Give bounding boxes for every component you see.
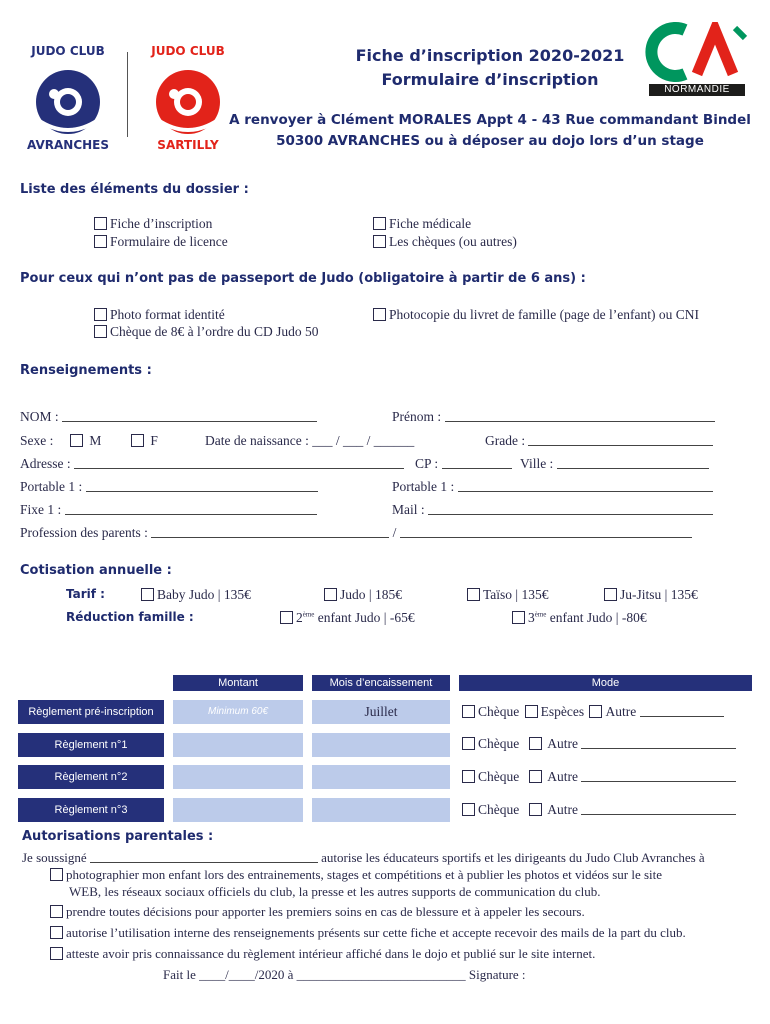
checkbox-box[interactable] <box>50 947 63 960</box>
column-header-mode: Mode <box>459 675 752 691</box>
mois-input-reglement-3[interactable] <box>312 798 450 822</box>
reduction-2-text: enfant Judo | -65€ <box>314 610 415 625</box>
profession-field[interactable] <box>20 525 692 541</box>
mois-input-reglement-1[interactable] <box>312 733 450 757</box>
portable-1-field[interactable] <box>20 479 318 495</box>
checkbox-reduction-2e[interactable] <box>280 610 415 626</box>
autre-label: Autre <box>547 736 579 751</box>
reduction-3-sup: ème <box>534 610 547 619</box>
mail-label: Mail : <box>392 502 425 517</box>
autre-label: Autre <box>547 769 579 784</box>
logo-judo-club-avranches <box>18 40 118 160</box>
checkbox-label: Chèque de 8€ à l’ordre du CD Judo 50 <box>110 324 319 339</box>
autorisation-photos-text: photographier mon enfant lors des entrainements, stages et compétitions et à publier les photos et vidéos sur le site <box>66 867 663 882</box>
cotisation-heading: Cotisation annuelle : <box>20 563 172 578</box>
checkbox-sexe-m[interactable] <box>70 433 101 449</box>
autorise-text: autorise les éducateurs sportifs et les dirigeants du Judo Club Avranches à <box>321 850 705 865</box>
tarif-label: Tarif : <box>66 587 105 601</box>
checkbox-box[interactable] <box>512 611 525 624</box>
fixe-label: Fixe 1 : <box>20 502 62 517</box>
checkbox-label: Fiche médicale <box>389 216 472 231</box>
prenom-label: Prénom : <box>392 409 442 424</box>
checkbox-box[interactable] <box>94 235 107 248</box>
grade-field[interactable] <box>485 433 713 449</box>
checkbox-livret-famille[interactable] <box>373 307 699 323</box>
sexe-label: Sexe : <box>20 433 54 448</box>
checkbox-ju-jitsu[interactable] <box>604 587 698 603</box>
autorisation-reglement-text: atteste avoir pris connaissance du règlement intérieur affiché dans le dojo et publié sur le site internet. <box>66 946 596 961</box>
checkbox-label: Fiche d’inscription <box>110 216 213 231</box>
mode-reglement-2 <box>462 769 736 785</box>
soussigne-name-line[interactable] <box>90 850 318 863</box>
logo-avranches-bottom-text: AVRANCHES <box>26 138 110 152</box>
checkbox-cheque[interactable] <box>462 803 475 816</box>
autre-label: Autre <box>605 704 637 719</box>
checkbox-autre[interactable] <box>529 803 542 816</box>
checkbox-formulaire-licence[interactable] <box>94 234 228 250</box>
checkbox-box[interactable] <box>50 926 63 939</box>
checkbox-label: Judo | 185€ <box>340 587 402 602</box>
mail-input-line[interactable] <box>428 502 713 515</box>
ville-field[interactable] <box>520 456 709 472</box>
montant-input-reglement-2[interactable] <box>173 765 303 789</box>
checkbox-baby-judo[interactable] <box>141 587 251 603</box>
passeport-heading: Pour ceux qui n’ont pas de passeport de Judo (obligatoire à partir de 6 ans) : <box>20 271 586 286</box>
cp-label: CP : <box>415 456 439 471</box>
autre-input-line[interactable] <box>581 769 736 782</box>
checkbox-autorisation-reglement[interactable] <box>50 946 595 962</box>
checkbox-box[interactable] <box>141 588 154 601</box>
checkbox-box[interactable] <box>373 308 386 321</box>
autorisations-heading: Autorisations parentales : <box>22 829 214 844</box>
checkbox-box[interactable] <box>131 434 144 447</box>
autorisation-photos-continued: WEB, les réseaux sociaux officiels du club, la presse et les autres supports de communication du club. <box>69 884 601 899</box>
fixe-input-line[interactable] <box>65 502 317 515</box>
checkbox-label: Formulaire de licence <box>110 234 228 249</box>
reduction-label: Réduction famille : <box>66 610 194 624</box>
checkbox-box[interactable] <box>50 905 63 918</box>
signature-line[interactable]: Fait le ____/____/2020 à __________________________ Signature : <box>163 967 526 982</box>
checkbox-box[interactable] <box>324 588 337 601</box>
checkbox-especes[interactable] <box>525 705 538 718</box>
checkbox-label: M <box>89 433 102 448</box>
logo-avranches-top-text: JUDO CLUB <box>31 44 105 58</box>
profession-input-line-1[interactable] <box>151 525 389 538</box>
checkbox-box[interactable] <box>70 434 83 447</box>
checkbox-box[interactable] <box>604 588 617 601</box>
checkbox-cheque-8[interactable] <box>94 324 318 340</box>
cheque-label: Chèque <box>478 769 520 784</box>
checkbox-autorisation-mails[interactable] <box>50 925 686 941</box>
cheque-label: Chèque <box>478 704 520 719</box>
bank-region-label: NORMANDIE <box>649 84 745 96</box>
portable-2-label: Portable 1 : <box>392 479 455 494</box>
checkbox-reduction-3e[interactable] <box>512 610 647 626</box>
mois-input-pre-inscription[interactable]: Juillet <box>312 700 450 724</box>
autorisation-soins-text: prendre toutes décisions pour apporter les premiers soins en cas de blessure et à appeler les secours. <box>66 904 585 919</box>
checkbox-label: Les chèques (ou autres) <box>389 234 517 249</box>
cp-field[interactable] <box>415 456 512 472</box>
cp-input-line[interactable] <box>442 456 512 469</box>
mail-field[interactable] <box>392 502 713 518</box>
montant-input-reglement-3[interactable] <box>173 798 303 822</box>
nom-input-line[interactable] <box>62 409 317 422</box>
checkbox-label: F <box>150 433 158 448</box>
return-address-line2: 50300 AVRANCHES ou à déposer au dojo lors d’un stage <box>276 133 704 149</box>
form-subtitle: Formulaire d’inscription <box>381 70 599 89</box>
montant-input-reglement-1[interactable] <box>173 733 303 757</box>
row-label-reglement-1: Règlement n°1 <box>18 733 164 757</box>
autorisation-mails-text: autorise l’utilisation interne des renseignements présents sur cette fiche et accepte recevoir des mails de la part du club. <box>66 925 686 940</box>
adresse-label: Adresse : <box>20 456 71 471</box>
checkbox-label: Ju-Jitsu | 135€ <box>620 587 698 602</box>
checkbox-box[interactable] <box>94 325 107 338</box>
checkbox-box[interactable] <box>467 588 480 601</box>
autorisation-intro <box>22 850 705 866</box>
cheque-label: Chèque <box>478 802 520 817</box>
checkbox-label: Photocopie du livret de famille (page de l’enfant) ou CNI <box>389 307 700 322</box>
column-header-mois: Mois d’encaissement <box>312 675 450 691</box>
grade-input-line[interactable] <box>528 433 713 446</box>
sexe-field <box>20 433 53 449</box>
nom-label: NOM : <box>20 409 59 424</box>
logo-sartilly-bottom-text: SARTILLY <box>157 138 219 152</box>
checkbox-box[interactable] <box>50 868 63 881</box>
form-title: Fiche d’inscription 2020-2021 <box>355 46 625 65</box>
autre-input-line[interactable] <box>640 704 724 717</box>
reduction-3-num: 3 <box>528 610 535 625</box>
nom-field[interactable] <box>20 409 317 425</box>
cheque-label: Chèque <box>478 736 520 751</box>
profession-label: Profession des parents : <box>20 525 148 540</box>
checkbox-photo-identite[interactable] <box>94 307 225 323</box>
checkbox-cheques[interactable] <box>373 234 517 250</box>
profession-input-line-2[interactable] <box>400 525 692 538</box>
mode-reglement-1 <box>462 736 736 752</box>
je-soussigne-label: Je soussigné <box>22 850 87 865</box>
mode-pre-inscription <box>462 704 724 720</box>
reduction-2-num: 2 <box>296 610 303 625</box>
especes-label: Espèces <box>540 704 585 719</box>
reduction-3-text: enfant Judo | -80€ <box>546 610 647 625</box>
checkbox-autorisation-soins[interactable] <box>50 904 585 920</box>
column-header-montant: Montant <box>173 675 303 691</box>
ville-input-line[interactable] <box>557 456 709 469</box>
checkbox-sexe-f[interactable] <box>131 433 158 449</box>
checkbox-fiche-medicale[interactable] <box>373 216 471 232</box>
logo-divider <box>127 52 128 137</box>
fixe-field[interactable] <box>20 502 317 518</box>
checkbox-box[interactable] <box>280 611 293 624</box>
checkbox-box[interactable] <box>94 217 107 230</box>
checkbox-box[interactable] <box>94 308 107 321</box>
checkbox-taiso[interactable] <box>467 587 549 603</box>
checkbox-cheque[interactable] <box>462 737 475 750</box>
row-label-reglement-3: Règlement n°3 <box>18 798 164 822</box>
profession-separator: / <box>392 525 397 540</box>
grade-label: Grade : <box>485 433 526 448</box>
mode-reglement-3 <box>462 802 736 818</box>
adresse-input-line[interactable] <box>74 456 404 469</box>
reduction-2-sup: ème <box>302 610 315 619</box>
checkbox-box[interactable] <box>373 235 386 248</box>
checkbox-cheque[interactable] <box>462 770 475 783</box>
dossier-heading: Liste des éléments du dossier : <box>20 182 249 197</box>
autre-input-line[interactable] <box>581 802 736 815</box>
checkbox-autre[interactable] <box>589 705 602 718</box>
adresse-field[interactable] <box>20 456 404 472</box>
portable-1-label: Portable 1 : <box>20 479 83 494</box>
montant-input-pre-inscription[interactable]: Minimum 60€ <box>173 700 303 724</box>
row-label-reglement-2: Règlement n°2 <box>18 765 164 789</box>
checkbox-autre[interactable] <box>529 737 542 750</box>
prenom-input-line[interactable] <box>445 409 715 422</box>
checkbox-label: Photo format identité <box>110 307 225 322</box>
mois-input-reglement-2[interactable] <box>312 765 450 789</box>
date-naissance-field[interactable]: Date de naissance : ___ / ___ / ______ <box>205 433 415 448</box>
renseignements-heading: Renseignements : <box>20 363 152 378</box>
checkbox-autorisation-photos[interactable] <box>50 867 662 883</box>
checkbox-label: Taïso | 135€ <box>483 587 549 602</box>
checkbox-label: Baby Judo | 135€ <box>157 587 251 602</box>
checkbox-judo[interactable] <box>324 587 402 603</box>
checkbox-fiche-inscription[interactable] <box>94 216 212 232</box>
autre-label: Autre <box>547 802 579 817</box>
logo-sartilly-top-text: JUDO CLUB <box>151 44 225 58</box>
return-address-line1: A renvoyer à Clément MORALES Appt 4 - 43 Rue commandant Bindel <box>229 112 751 128</box>
ville-label: Ville : <box>520 456 554 471</box>
logo-judo-club-sartilly <box>138 40 238 160</box>
portable-2-input-line[interactable] <box>458 479 713 492</box>
checkbox-cheque[interactable] <box>462 705 475 718</box>
autre-input-line[interactable] <box>581 736 736 749</box>
checkbox-box[interactable] <box>373 217 386 230</box>
portable-1-input-line[interactable] <box>86 479 318 492</box>
row-label-pre-inscription: Règlement pré-inscription <box>18 700 164 724</box>
prenom-field[interactable] <box>392 409 715 425</box>
checkbox-autre[interactable] <box>529 770 542 783</box>
portable-2-field[interactable] <box>392 479 713 495</box>
